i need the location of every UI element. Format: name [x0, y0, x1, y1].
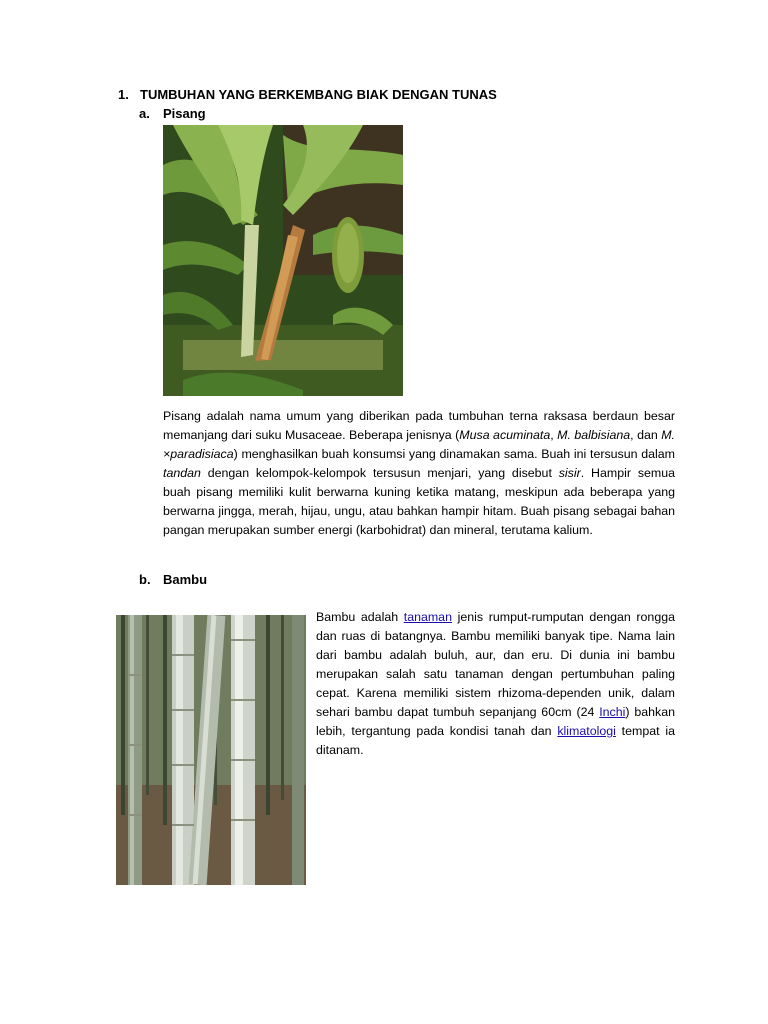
link-tanaman[interactable]: tanaman — [403, 610, 452, 624]
pisang-description — [163, 407, 675, 540]
pisang-text: , — [550, 428, 558, 442]
subheading-letter: b. — [139, 572, 151, 587]
subheading-title: Bambu — [163, 572, 208, 587]
subheading-title: Pisang — [163, 106, 206, 121]
bambu-text: tempat ia ditanam. — [316, 724, 675, 757]
link-inchi[interactable]: Inchi — [599, 705, 626, 719]
pisang-text: ) menghasilkan buah konsumsi yang dinamakan sama. Buah ini tersusun dalam — [233, 447, 675, 461]
pisang-text: . Hampir semua buah pisang memiliki kulit berwarna kuning ketika matang, meskipun ada beberapa yang berwarna jingga, merah, hijau, ungu, atau bahkan hampir hitam. Buah pisang sebagai bahan pangan merupakan sumber energi (karbohidrat) dan mineral, terutama kalium. — [163, 466, 676, 537]
pisang-text: Pisang adalah nama umum yang diberikan pada tumbuhan terna raksasa berdaun besar memanjang dari suku Musaceae. Beberapa jenisnya ( — [163, 409, 675, 442]
bambu-text: ) bahkan lebih, tergantung pada kondisi tanah dan — [316, 705, 675, 738]
pisang-species-italic: Musa acuminata — [459, 428, 551, 442]
pisang-term-italic: sisir — [558, 466, 581, 480]
subheading-letter: a. — [139, 106, 150, 121]
heading-text: TUMBUHAN YANG BERKEMBANG BIAK DENGAN TUNAS — [140, 87, 497, 102]
pisang-species-italic: M. ×paradisiaca — [163, 428, 675, 461]
banana-plant-photo — [163, 125, 403, 396]
bamboo-forest-photo — [116, 615, 306, 885]
pisang-species-italic: M. balbisiana — [557, 428, 631, 442]
pisang-text: , dan — [630, 428, 662, 442]
link-klimatologi[interactable]: klimatologi — [557, 724, 616, 738]
subheading-bambu — [139, 572, 207, 587]
bambu-text: Bambu adalah — [316, 610, 404, 624]
bambu-description — [316, 608, 675, 760]
bambu-text: jenis rumput-rumputan dengan rongga dan ruas di batangnya. Bambu memiliki banyak tipe. Nama lain dari bambu adalah buluh, aur, dan eru. Di dunia ini bambu merupakan salah satu tanaman dengan pertumbuhan paling cepat. Karena memiliki sistem rhizoma-dependen unik, dalam sehari bambu dapat tumbuh sepanjang 60cm (24 — [316, 610, 675, 719]
pisang-text: dengan kelompok-kelompok tersusun menjari, yang disebut — [200, 466, 559, 480]
section-heading — [118, 87, 497, 102]
heading-number: 1. — [118, 87, 129, 102]
pisang-term-italic: tandan — [163, 466, 201, 480]
subheading-pisang — [139, 106, 206, 121]
